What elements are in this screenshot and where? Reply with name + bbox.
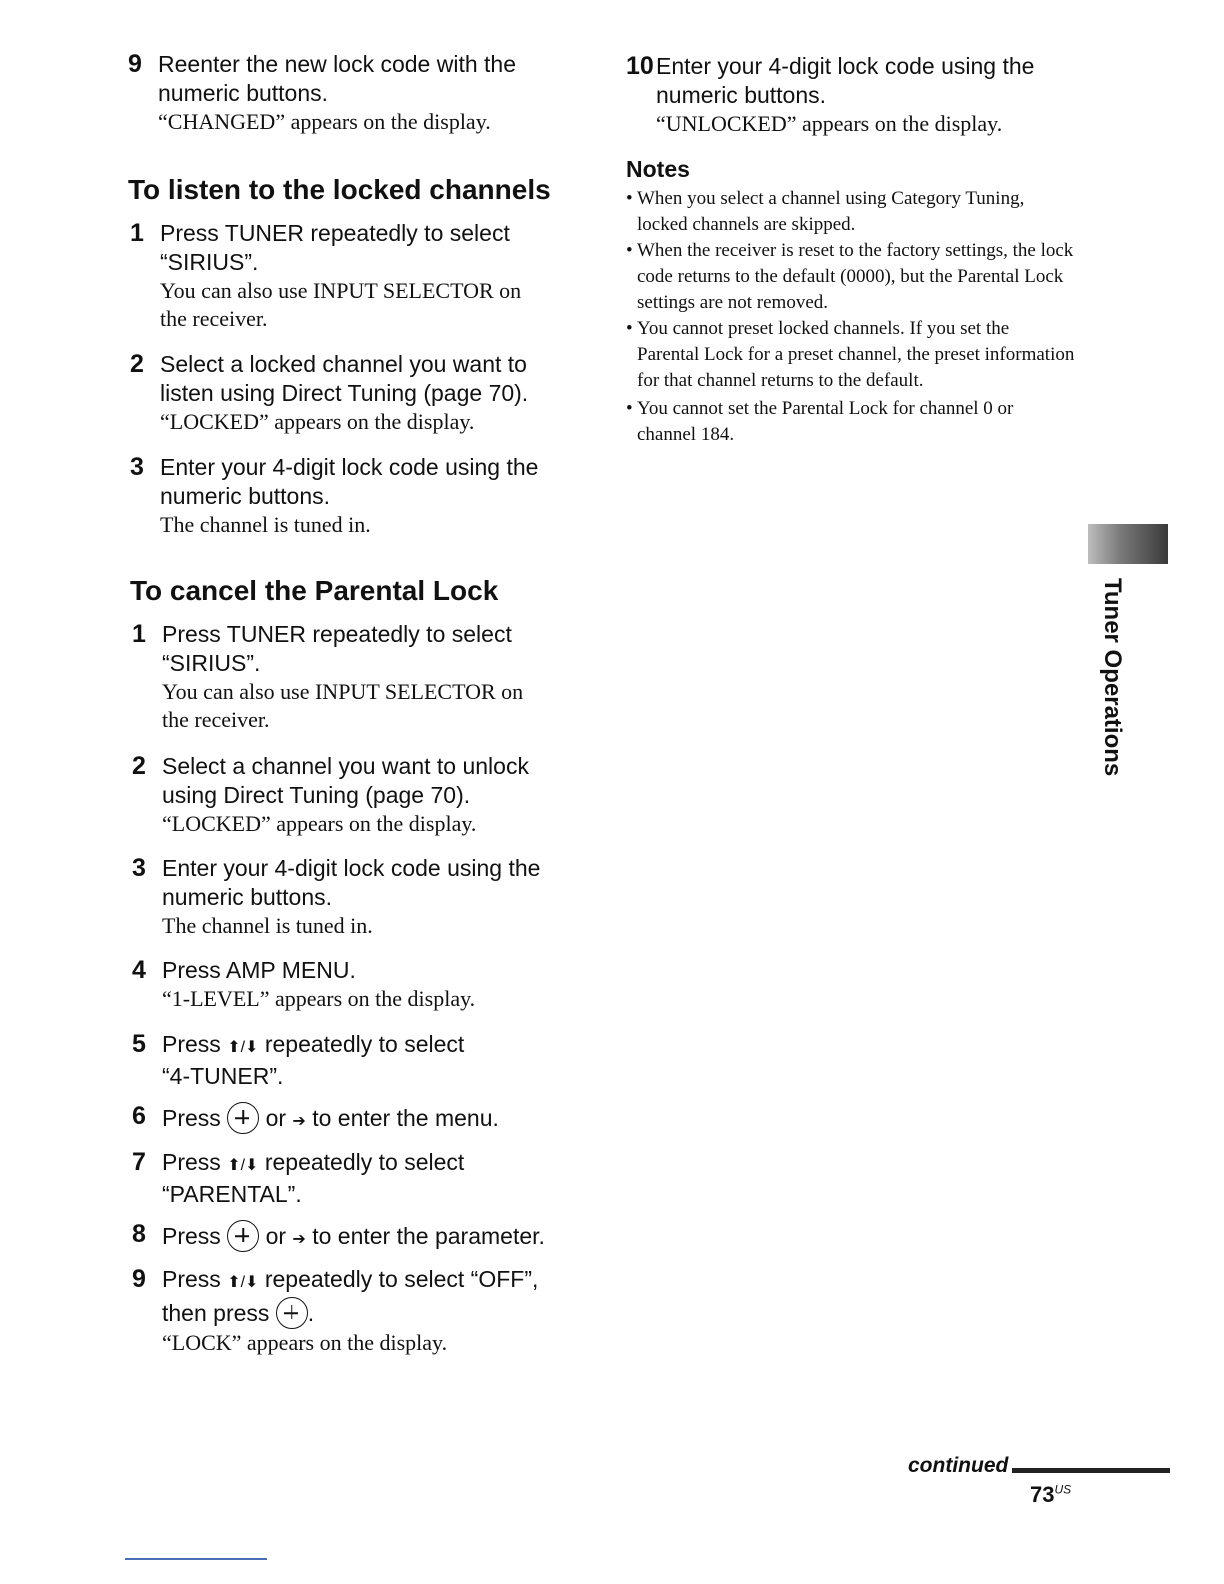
step-result: “UNLOCKED” appears on the display. bbox=[656, 111, 1003, 136]
step-line: Select a channel you want to unlock bbox=[162, 753, 529, 779]
page-number-value: 73 bbox=[1030, 1482, 1055, 1507]
step-line: listen using Direct Tuning (page 70). bbox=[160, 380, 529, 406]
note-item bbox=[626, 396, 1076, 448]
step-line: numeric buttons. bbox=[158, 80, 329, 106]
step-number: 2 bbox=[130, 350, 144, 378]
step-word: or bbox=[265, 1105, 287, 1131]
step-number: 5 bbox=[132, 1030, 146, 1058]
note-item bbox=[626, 238, 1076, 316]
page-number-suffix: US bbox=[1054, 1482, 1072, 1497]
step-line: Press TUNER repeatedly to select bbox=[162, 621, 512, 647]
note-item bbox=[626, 186, 1076, 238]
note-text: When you select a channel using Category Tuning, locked channels are skipped. bbox=[637, 188, 1025, 235]
step-number: 2 bbox=[132, 752, 146, 780]
step-word: or bbox=[265, 1223, 287, 1249]
step-number: 8 bbox=[132, 1220, 146, 1248]
step-line: Press TUNER repeatedly to select bbox=[160, 220, 510, 246]
step-text bbox=[656, 52, 1034, 138]
section-heading-listen: To listen to the locked channels bbox=[128, 174, 551, 205]
step-note: the receiver. bbox=[160, 306, 268, 331]
page-number bbox=[1030, 1482, 1071, 1508]
step-text bbox=[162, 854, 540, 940]
step-word: repeatedly to select bbox=[264, 1031, 465, 1057]
up-down-arrow-icon: ⬆/⬇ bbox=[227, 1157, 259, 1174]
step-note: the receiver. bbox=[162, 707, 270, 732]
step-result: The channel is tuned in. bbox=[162, 913, 373, 938]
step-number: 3 bbox=[130, 453, 144, 481]
step-line: Press AMP MENU. bbox=[162, 957, 356, 983]
step-line: Enter your 4-digit lock code using the bbox=[160, 454, 539, 480]
section-tab-marker bbox=[1088, 524, 1168, 564]
step-line: Reenter the new lock code with the bbox=[158, 51, 516, 77]
step-line: “SIRIUS”. bbox=[162, 650, 261, 676]
notes-title: Notes bbox=[626, 156, 690, 182]
step-number: 10 bbox=[626, 52, 654, 80]
note-text: You cannot set the Parental Lock for channel 0 or channel 184. bbox=[637, 398, 1014, 445]
step-line: Enter your 4-digit lock code using the bbox=[162, 855, 541, 881]
step-number: 1 bbox=[132, 620, 146, 648]
step-number: 4 bbox=[132, 956, 146, 984]
note-text: You cannot preset locked channels. If you set the Parental Lock for a preset channel, the preset information for that channel returns to the default. bbox=[637, 318, 1075, 391]
step-line: “4-TUNER”. bbox=[162, 1063, 284, 1089]
step-result: “LOCKED” appears on the display. bbox=[160, 409, 475, 434]
right-arrow-icon: ➔ bbox=[292, 1113, 306, 1130]
step-result: “CHANGED” appears on the display. bbox=[158, 109, 491, 134]
step-text bbox=[162, 1102, 499, 1136]
step-text bbox=[162, 752, 529, 838]
step-result: “LOCK” appears on the display. bbox=[162, 1330, 448, 1355]
step-text bbox=[162, 620, 523, 734]
step-number: 9 bbox=[128, 50, 142, 78]
step-text bbox=[162, 956, 475, 1013]
note-item bbox=[626, 316, 1076, 394]
step-number: 9 bbox=[132, 1265, 146, 1293]
step-line: “PARENTAL”. bbox=[162, 1181, 302, 1207]
section-heading-cancel: To cancel the Parental Lock bbox=[130, 575, 499, 606]
footer-rule bbox=[125, 1558, 267, 1560]
enter-button-icon bbox=[227, 1220, 259, 1252]
up-down-arrow-icon: ⬆/⬇ bbox=[227, 1039, 259, 1056]
step-line: Select a locked channel you want to bbox=[160, 351, 527, 377]
bullet-icon: • bbox=[626, 318, 633, 339]
step-note: You can also use INPUT SELECTOR on bbox=[160, 278, 522, 303]
bullet-icon: • bbox=[626, 398, 633, 419]
step-text bbox=[160, 350, 528, 436]
step-line: numeric buttons. bbox=[656, 82, 827, 108]
note-text: When the receiver is reset to the factory settings, the lock code returns to the default (0000), but the Parental Lock settings are not removed. bbox=[637, 240, 1074, 313]
continued-label: continued bbox=[908, 1454, 1009, 1477]
step-line: numeric buttons. bbox=[160, 483, 331, 509]
step-text bbox=[162, 1148, 464, 1209]
step-number: 7 bbox=[132, 1148, 146, 1176]
step-word: then press bbox=[162, 1300, 270, 1326]
step-result: The channel is tuned in. bbox=[160, 512, 371, 537]
step-word: Press bbox=[162, 1105, 221, 1131]
step-line: numeric buttons. bbox=[162, 884, 333, 910]
step-number: 1 bbox=[130, 219, 144, 247]
up-down-arrow-icon: ⬆/⬇ bbox=[227, 1274, 259, 1291]
enter-button-icon bbox=[276, 1297, 308, 1329]
bullet-icon: • bbox=[626, 188, 633, 209]
step-word: Press bbox=[162, 1223, 221, 1249]
step-note: You can also use INPUT SELECTOR on bbox=[162, 679, 524, 704]
step-line: Enter your 4-digit lock code using the bbox=[656, 53, 1035, 79]
step-text bbox=[162, 1220, 545, 1254]
bullet-icon: • bbox=[626, 240, 633, 261]
step-word: Press bbox=[162, 1266, 221, 1292]
step-word: . bbox=[307, 1300, 315, 1326]
step-text bbox=[160, 453, 538, 539]
step-line: using Direct Tuning (page 70). bbox=[162, 782, 471, 808]
step-result: “LOCKED” appears on the display. bbox=[162, 811, 477, 836]
step-text bbox=[162, 1030, 464, 1091]
step-text bbox=[158, 50, 516, 136]
enter-button-icon bbox=[227, 1102, 259, 1134]
step-number: 3 bbox=[132, 854, 146, 882]
step-number: 6 bbox=[132, 1102, 146, 1130]
continued-rule bbox=[1012, 1468, 1170, 1473]
step-text bbox=[160, 219, 521, 333]
step-word: Press bbox=[162, 1031, 221, 1057]
step-result: “1-LEVEL” appears on the display. bbox=[162, 986, 476, 1011]
step-word: repeatedly to select “OFF”, bbox=[264, 1266, 539, 1292]
step-word: to enter the menu. bbox=[312, 1105, 499, 1131]
section-tab-label: Tuner Operations bbox=[1099, 578, 1126, 777]
step-word: repeatedly to select bbox=[264, 1149, 465, 1175]
step-text bbox=[162, 1265, 538, 1357]
step-line: “SIRIUS”. bbox=[160, 249, 259, 275]
right-arrow-icon: ➔ bbox=[292, 1231, 306, 1248]
step-word: Press bbox=[162, 1149, 221, 1175]
step-word: to enter the parameter. bbox=[312, 1223, 545, 1249]
